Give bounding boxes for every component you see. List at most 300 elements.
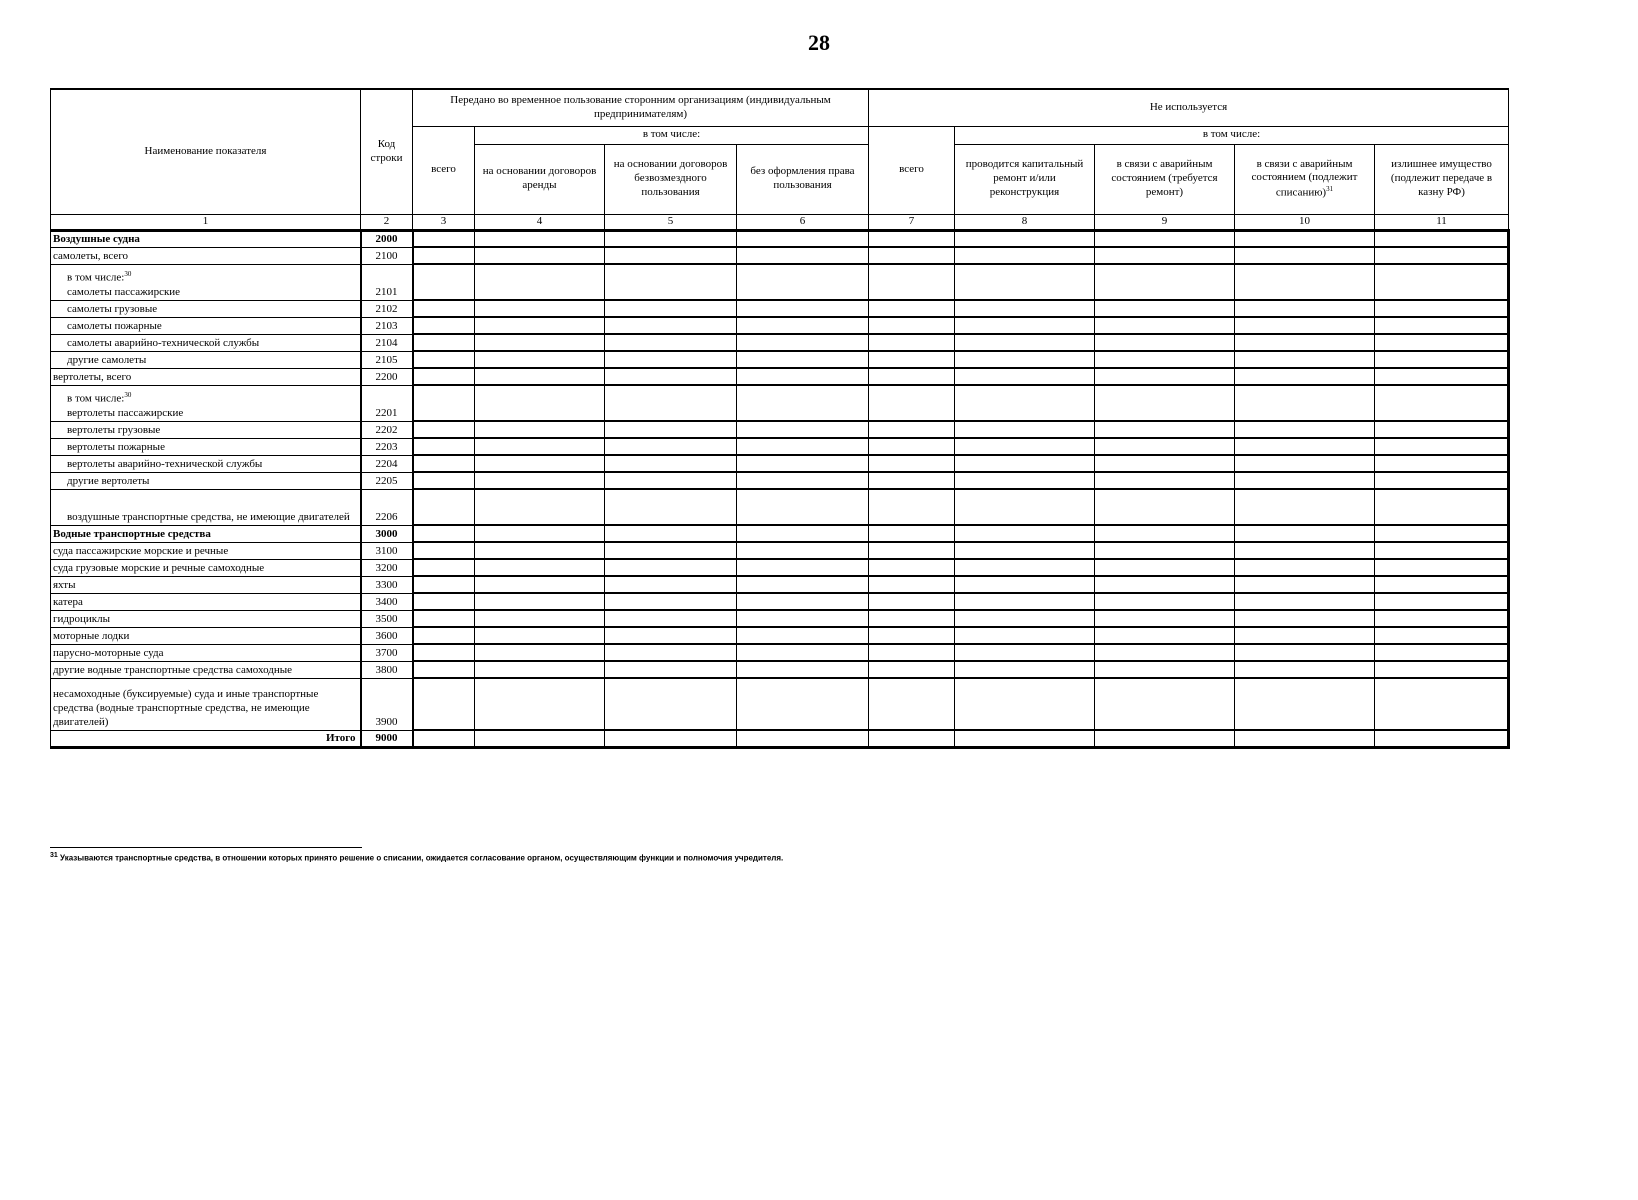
value-cell-col-8[interactable] bbox=[955, 421, 1095, 438]
value-cell-col-8[interactable] bbox=[955, 300, 1095, 317]
value-cell-col-10[interactable] bbox=[1235, 455, 1375, 472]
value-cell-col-5[interactable] bbox=[605, 610, 737, 627]
value-cell-col-11[interactable] bbox=[1375, 661, 1509, 678]
value-cell-col-5[interactable] bbox=[605, 334, 737, 351]
value-cell-col-8[interactable] bbox=[955, 661, 1095, 678]
value-cell-col-6[interactable] bbox=[737, 247, 869, 264]
value-cell-col-5[interactable] bbox=[605, 678, 737, 730]
value-cell-col-7[interactable] bbox=[869, 542, 955, 559]
value-cell-col-3[interactable] bbox=[413, 334, 475, 351]
row-name: другие вертолеты bbox=[51, 472, 361, 489]
row-name: суда пассажирские морские и речные bbox=[51, 542, 361, 559]
table-row bbox=[51, 438, 1509, 455]
footnote: $^{31}$ Указываются транспортные средства, в отношении которых принято решение о списании, ожидается согласование органом, осуществляющим функции и полномочия учредителя. bbox=[50, 852, 784, 863]
value-cell-col-6[interactable] bbox=[737, 489, 869, 525]
row-name: моторные лодки bbox=[51, 627, 361, 644]
value-cell-col-4[interactable] bbox=[475, 438, 605, 455]
value-cell-col-3[interactable] bbox=[413, 525, 475, 542]
value-cell-col-6[interactable] bbox=[737, 385, 869, 421]
value-cell-col-4[interactable] bbox=[475, 610, 605, 627]
value-cell-col-6[interactable] bbox=[737, 661, 869, 678]
value-cell-col-4[interactable] bbox=[475, 385, 605, 421]
value-cell-col-9[interactable] bbox=[1095, 438, 1235, 455]
value-cell-col-10[interactable] bbox=[1235, 678, 1375, 730]
value-cell-col-10[interactable] bbox=[1235, 644, 1375, 661]
value-cell-col-11[interactable] bbox=[1375, 455, 1509, 472]
value-cell-col-9[interactable] bbox=[1095, 525, 1235, 542]
value-cell-col-6[interactable] bbox=[737, 627, 869, 644]
value-cell-col-11[interactable] bbox=[1375, 317, 1509, 334]
value-cell-col-8[interactable] bbox=[955, 559, 1095, 576]
value-cell-col-3[interactable] bbox=[413, 455, 475, 472]
value-cell-col-7[interactable] bbox=[869, 593, 955, 610]
value-cell-col-3[interactable] bbox=[413, 610, 475, 627]
row-code: 3800 bbox=[361, 661, 413, 678]
value-cell-col-10[interactable] bbox=[1235, 300, 1375, 317]
row-code: 2201 bbox=[361, 385, 413, 421]
value-cell-col-9[interactable] bbox=[1095, 247, 1235, 264]
value-cell-col-9[interactable] bbox=[1095, 644, 1235, 661]
table-row bbox=[51, 368, 1509, 385]
header-including-2: в том числе: bbox=[955, 126, 1509, 144]
value-cell-col-3[interactable] bbox=[413, 385, 475, 421]
value-cell-col-11[interactable] bbox=[1375, 559, 1509, 576]
row-code: 2103 bbox=[361, 317, 413, 334]
value-cell-col-7[interactable] bbox=[869, 610, 955, 627]
value-cell-col-5[interactable] bbox=[605, 644, 737, 661]
value-cell-col-11[interactable] bbox=[1375, 247, 1509, 264]
value-cell-col-6[interactable] bbox=[737, 317, 869, 334]
value-cell-col-8[interactable] bbox=[955, 576, 1095, 593]
value-cell-col-9[interactable] bbox=[1095, 385, 1235, 421]
value-cell-col-11[interactable] bbox=[1375, 644, 1509, 661]
value-cell-col-4[interactable] bbox=[475, 300, 605, 317]
value-cell-col-8[interactable] bbox=[955, 678, 1095, 730]
value-cell-col-4[interactable] bbox=[475, 472, 605, 489]
value-cell-col-11[interactable] bbox=[1375, 489, 1509, 525]
value-cell-col-9[interactable] bbox=[1095, 230, 1235, 247]
value-cell-col-10[interactable] bbox=[1235, 334, 1375, 351]
value-cell-col-7[interactable] bbox=[869, 455, 955, 472]
value-cell-col-6[interactable] bbox=[737, 421, 869, 438]
value-cell-col-3[interactable] bbox=[413, 317, 475, 334]
value-cell-col-7[interactable] bbox=[869, 334, 955, 351]
value-cell-col-11[interactable] bbox=[1375, 264, 1509, 300]
row-code: 3100 bbox=[361, 542, 413, 559]
value-cell-col-3[interactable] bbox=[413, 730, 475, 747]
value-cell-col-9[interactable] bbox=[1095, 300, 1235, 317]
value-cell-col-6[interactable] bbox=[737, 559, 869, 576]
row-code: 3300 bbox=[361, 576, 413, 593]
header-c8: проводится капитальный ремонт и/или реконструкция bbox=[955, 144, 1095, 214]
column-number: 6 bbox=[737, 214, 869, 230]
value-cell-col-8[interactable] bbox=[955, 627, 1095, 644]
row-code: 3500 bbox=[361, 610, 413, 627]
value-cell-col-7[interactable] bbox=[869, 525, 955, 542]
value-cell-col-3[interactable] bbox=[413, 576, 475, 593]
table-row bbox=[51, 455, 1509, 472]
value-cell-col-3[interactable] bbox=[413, 351, 475, 368]
value-cell-col-3[interactable] bbox=[413, 421, 475, 438]
value-cell-col-7[interactable] bbox=[869, 576, 955, 593]
value-cell-col-7[interactable] bbox=[869, 385, 955, 421]
row-name: яхты bbox=[51, 576, 361, 593]
row-name: другие самолеты bbox=[51, 351, 361, 368]
header-group-unused: Не используется bbox=[869, 89, 1509, 126]
value-cell-col-7[interactable] bbox=[869, 489, 955, 525]
value-cell-col-11[interactable] bbox=[1375, 368, 1509, 385]
value-cell-col-9[interactable] bbox=[1095, 317, 1235, 334]
row-code: 2205 bbox=[361, 472, 413, 489]
row-name: Воздушные судна bbox=[51, 230, 361, 247]
value-cell-col-8[interactable] bbox=[955, 264, 1095, 300]
value-cell-col-8[interactable] bbox=[955, 334, 1095, 351]
value-cell-col-5[interactable] bbox=[605, 593, 737, 610]
value-cell-col-5[interactable] bbox=[605, 455, 737, 472]
value-cell-col-8[interactable] bbox=[955, 368, 1095, 385]
value-cell-col-6[interactable] bbox=[737, 678, 869, 730]
value-cell-col-8[interactable] bbox=[955, 610, 1095, 627]
row-code: 2000 bbox=[361, 230, 413, 247]
value-cell-col-4[interactable] bbox=[475, 230, 605, 247]
row-name: катера bbox=[51, 593, 361, 610]
value-cell-col-4[interactable] bbox=[475, 730, 605, 747]
value-cell-col-10[interactable] bbox=[1235, 661, 1375, 678]
row-code: 2202 bbox=[361, 421, 413, 438]
value-cell-col-7[interactable] bbox=[869, 351, 955, 368]
value-cell-col-6[interactable] bbox=[737, 610, 869, 627]
value-cell-col-10[interactable] bbox=[1235, 385, 1375, 421]
value-cell-col-7[interactable] bbox=[869, 644, 955, 661]
row-name: вертолеты пожарные bbox=[51, 438, 361, 455]
value-cell-col-11[interactable] bbox=[1375, 300, 1509, 317]
value-cell-col-3[interactable] bbox=[413, 644, 475, 661]
value-cell-col-8[interactable] bbox=[955, 542, 1095, 559]
value-cell-col-9[interactable] bbox=[1095, 627, 1235, 644]
value-cell-col-7[interactable] bbox=[869, 559, 955, 576]
value-cell-col-5[interactable] bbox=[605, 368, 737, 385]
table-row bbox=[51, 385, 1509, 421]
row-name: гидроциклы bbox=[51, 610, 361, 627]
value-cell-col-5[interactable] bbox=[605, 351, 737, 368]
value-cell-col-10[interactable] bbox=[1235, 542, 1375, 559]
value-cell-col-7[interactable] bbox=[869, 661, 955, 678]
value-cell-col-10[interactable] bbox=[1235, 627, 1375, 644]
value-cell-col-10[interactable] bbox=[1235, 730, 1375, 747]
value-cell-col-10[interactable] bbox=[1235, 593, 1375, 610]
footnote-divider bbox=[50, 847, 362, 848]
value-cell-col-3[interactable] bbox=[413, 627, 475, 644]
value-cell-col-8[interactable] bbox=[955, 593, 1095, 610]
value-cell-col-5[interactable] bbox=[605, 730, 737, 747]
value-cell-col-3[interactable] bbox=[413, 264, 475, 300]
value-cell-col-9[interactable] bbox=[1095, 576, 1235, 593]
value-cell-col-11[interactable] bbox=[1375, 351, 1509, 368]
value-cell-col-4[interactable] bbox=[475, 368, 605, 385]
value-cell-col-5[interactable] bbox=[605, 317, 737, 334]
row-name: Итого bbox=[51, 730, 361, 747]
table-row bbox=[51, 351, 1509, 368]
value-cell-col-4[interactable] bbox=[475, 334, 605, 351]
value-cell-col-4[interactable] bbox=[475, 317, 605, 334]
header-c4: на основании договоров аренды bbox=[475, 144, 605, 214]
value-cell-col-6[interactable] bbox=[737, 472, 869, 489]
value-cell-col-11[interactable] bbox=[1375, 385, 1509, 421]
value-cell-col-6[interactable] bbox=[737, 576, 869, 593]
table-row bbox=[51, 730, 1509, 747]
row-name: самолеты, всего bbox=[51, 247, 361, 264]
value-cell-col-6[interactable] bbox=[737, 264, 869, 300]
row-code: 2101 bbox=[361, 264, 413, 300]
table-row bbox=[51, 489, 1509, 525]
value-cell-col-11[interactable] bbox=[1375, 472, 1509, 489]
row-prefix: в том числе:$^{30}$ bbox=[67, 270, 132, 284]
value-cell-col-4[interactable] bbox=[475, 661, 605, 678]
value-cell-col-9[interactable] bbox=[1095, 351, 1235, 368]
column-number: 7 bbox=[869, 214, 955, 230]
value-cell-col-10[interactable] bbox=[1235, 559, 1375, 576]
value-cell-col-10[interactable] bbox=[1235, 230, 1375, 247]
value-cell-col-4[interactable] bbox=[475, 627, 605, 644]
row-prefix: в том числе:$^{30}$ bbox=[67, 391, 132, 405]
table-row bbox=[51, 317, 1509, 334]
value-cell-col-6[interactable] bbox=[737, 230, 869, 247]
value-cell-col-3[interactable] bbox=[413, 472, 475, 489]
value-cell-col-9[interactable] bbox=[1095, 421, 1235, 438]
value-cell-col-6[interactable] bbox=[737, 351, 869, 368]
value-cell-col-3[interactable] bbox=[413, 678, 475, 730]
value-cell-col-9[interactable] bbox=[1095, 593, 1235, 610]
value-cell-col-11[interactable] bbox=[1375, 438, 1509, 455]
value-cell-col-8[interactable] bbox=[955, 472, 1095, 489]
value-cell-col-3[interactable] bbox=[413, 247, 475, 264]
column-number: 10 bbox=[1235, 214, 1375, 230]
row-code: 2200 bbox=[361, 368, 413, 385]
value-cell-col-3[interactable] bbox=[413, 489, 475, 525]
column-number: 5 bbox=[605, 214, 737, 230]
row-code: 2105 bbox=[361, 351, 413, 368]
value-cell-col-7[interactable] bbox=[869, 230, 955, 247]
table-row bbox=[51, 678, 1509, 730]
value-cell-col-8[interactable] bbox=[955, 385, 1095, 421]
value-cell-col-3[interactable] bbox=[413, 230, 475, 247]
value-cell-col-9[interactable] bbox=[1095, 334, 1235, 351]
value-cell-col-6[interactable] bbox=[737, 525, 869, 542]
value-cell-col-7[interactable] bbox=[869, 438, 955, 455]
value-cell-col-5[interactable] bbox=[605, 559, 737, 576]
value-cell-col-3[interactable] bbox=[413, 559, 475, 576]
value-cell-col-8[interactable] bbox=[955, 525, 1095, 542]
header-c6: без оформления права пользования bbox=[737, 144, 869, 214]
value-cell-col-3[interactable] bbox=[413, 542, 475, 559]
value-cell-col-9[interactable] bbox=[1095, 368, 1235, 385]
value-cell-col-3[interactable] bbox=[413, 300, 475, 317]
value-cell-col-6[interactable] bbox=[737, 542, 869, 559]
value-cell-col-5[interactable] bbox=[605, 438, 737, 455]
value-cell-col-9[interactable] bbox=[1095, 661, 1235, 678]
value-cell-col-7[interactable] bbox=[869, 300, 955, 317]
value-cell-col-8[interactable] bbox=[955, 317, 1095, 334]
column-number: 4 bbox=[475, 214, 605, 230]
table-row bbox=[51, 593, 1509, 610]
value-cell-col-8[interactable] bbox=[955, 455, 1095, 472]
table-body bbox=[51, 230, 1509, 747]
value-cell-col-6[interactable] bbox=[737, 593, 869, 610]
value-cell-col-7[interactable] bbox=[869, 472, 955, 489]
header-c11: излишнее имущество (подлежит передаче в казну РФ) bbox=[1375, 144, 1509, 214]
page-number: 28 bbox=[808, 30, 830, 55]
value-cell-col-7[interactable] bbox=[869, 627, 955, 644]
value-cell-col-5[interactable] bbox=[605, 489, 737, 525]
row-name: воздушные транспортные средства, не имеющие двигателей bbox=[51, 489, 361, 525]
value-cell-col-11[interactable] bbox=[1375, 610, 1509, 627]
value-cell-col-4[interactable] bbox=[475, 678, 605, 730]
table-row bbox=[51, 559, 1509, 576]
value-cell-col-11[interactable] bbox=[1375, 627, 1509, 644]
value-cell-col-6[interactable] bbox=[737, 368, 869, 385]
row-name: парусно-моторные суда bbox=[51, 644, 361, 661]
value-cell-col-4[interactable] bbox=[475, 593, 605, 610]
value-cell-col-8[interactable] bbox=[955, 644, 1095, 661]
value-cell-col-11[interactable] bbox=[1375, 542, 1509, 559]
value-cell-col-6[interactable] bbox=[737, 300, 869, 317]
value-cell-col-9[interactable] bbox=[1095, 610, 1235, 627]
row-code: 3000 bbox=[361, 525, 413, 542]
value-cell-col-9[interactable] bbox=[1095, 472, 1235, 489]
value-cell-col-6[interactable] bbox=[737, 334, 869, 351]
value-cell-col-4[interactable] bbox=[475, 247, 605, 264]
value-cell-col-5[interactable] bbox=[605, 661, 737, 678]
value-cell-col-5[interactable] bbox=[605, 525, 737, 542]
value-cell-col-6[interactable] bbox=[737, 438, 869, 455]
value-cell-col-11[interactable] bbox=[1375, 334, 1509, 351]
value-cell-col-5[interactable] bbox=[605, 230, 737, 247]
header-including-1: в том числе: bbox=[475, 126, 869, 144]
value-cell-col-11[interactable] bbox=[1375, 421, 1509, 438]
value-cell-col-10[interactable] bbox=[1235, 264, 1375, 300]
value-cell-col-10[interactable] bbox=[1235, 610, 1375, 627]
value-cell-col-7[interactable] bbox=[869, 317, 955, 334]
value-cell-col-10[interactable] bbox=[1235, 368, 1375, 385]
value-cell-col-11[interactable] bbox=[1375, 576, 1509, 593]
value-cell-col-8[interactable] bbox=[955, 489, 1095, 525]
value-cell-col-4[interactable] bbox=[475, 421, 605, 438]
value-cell-col-7[interactable] bbox=[869, 264, 955, 300]
value-cell-col-4[interactable] bbox=[475, 542, 605, 559]
value-cell-col-10[interactable] bbox=[1235, 576, 1375, 593]
value-cell-col-9[interactable] bbox=[1095, 489, 1235, 525]
table-row bbox=[51, 542, 1509, 559]
value-cell-col-9[interactable] bbox=[1095, 455, 1235, 472]
value-cell-col-11[interactable] bbox=[1375, 593, 1509, 610]
column-number: 9 bbox=[1095, 214, 1235, 230]
value-cell-col-4[interactable] bbox=[475, 264, 605, 300]
value-cell-col-7[interactable] bbox=[869, 421, 955, 438]
table-row bbox=[51, 610, 1509, 627]
value-cell-col-7[interactable] bbox=[869, 368, 955, 385]
row-name: в том числе:$^{30}$ вертолеты пассажирские bbox=[51, 385, 361, 421]
value-cell-col-10[interactable] bbox=[1235, 438, 1375, 455]
value-cell-col-4[interactable] bbox=[475, 559, 605, 576]
value-cell-col-10[interactable] bbox=[1235, 317, 1375, 334]
value-cell-col-10[interactable] bbox=[1235, 421, 1375, 438]
value-cell-col-6[interactable] bbox=[737, 455, 869, 472]
value-cell-col-4[interactable] bbox=[475, 525, 605, 542]
value-cell-col-5[interactable] bbox=[605, 627, 737, 644]
table-row bbox=[51, 644, 1509, 661]
value-cell-col-7[interactable] bbox=[869, 678, 955, 730]
row-name: вертолеты, всего bbox=[51, 368, 361, 385]
table-row bbox=[51, 230, 1509, 247]
value-cell-col-8[interactable] bbox=[955, 247, 1095, 264]
value-cell-col-10[interactable] bbox=[1235, 472, 1375, 489]
header-c3: всего bbox=[413, 126, 475, 214]
value-cell-col-5[interactable] bbox=[605, 264, 737, 300]
row-code: 2104 bbox=[361, 334, 413, 351]
value-cell-col-4[interactable] bbox=[475, 351, 605, 368]
value-cell-col-9[interactable] bbox=[1095, 678, 1235, 730]
value-cell-col-9[interactable] bbox=[1095, 542, 1235, 559]
value-cell-col-5[interactable] bbox=[605, 472, 737, 489]
value-cell-col-10[interactable] bbox=[1235, 351, 1375, 368]
row-code: 2102 bbox=[361, 300, 413, 317]
value-cell-col-10[interactable] bbox=[1235, 247, 1375, 264]
value-cell-col-11[interactable] bbox=[1375, 230, 1509, 247]
value-cell-col-11[interactable] bbox=[1375, 525, 1509, 542]
value-cell-col-8[interactable] bbox=[955, 438, 1095, 455]
value-cell-col-4[interactable] bbox=[475, 489, 605, 525]
value-cell-col-5[interactable] bbox=[605, 300, 737, 317]
value-cell-col-3[interactable] bbox=[413, 368, 475, 385]
value-cell-col-7[interactable] bbox=[869, 247, 955, 264]
value-cell-col-6[interactable] bbox=[737, 644, 869, 661]
header-c10: в связи с аварийным состоянием (подлежит списанию)$^{31}$ bbox=[1235, 144, 1375, 214]
value-cell-col-7[interactable] bbox=[869, 730, 955, 747]
row-code: 3700 bbox=[361, 644, 413, 661]
header-group-transferred: Передано во временное пользование сторонним организациям (индивидуальным предпринимателям) bbox=[413, 89, 869, 126]
value-cell-col-3[interactable] bbox=[413, 438, 475, 455]
value-cell-col-4[interactable] bbox=[475, 644, 605, 661]
table-row bbox=[51, 264, 1509, 300]
value-cell-col-5[interactable] bbox=[605, 576, 737, 593]
value-cell-col-3[interactable] bbox=[413, 661, 475, 678]
value-cell-col-8[interactable] bbox=[955, 351, 1095, 368]
value-cell-col-9[interactable] bbox=[1095, 730, 1235, 747]
value-cell-col-9[interactable] bbox=[1095, 559, 1235, 576]
value-cell-col-4[interactable] bbox=[475, 576, 605, 593]
value-cell-col-10[interactable] bbox=[1235, 489, 1375, 525]
value-cell-col-10[interactable] bbox=[1235, 525, 1375, 542]
value-cell-col-5[interactable] bbox=[605, 247, 737, 264]
row-name: самолеты пожарные bbox=[51, 317, 361, 334]
header-c9: в связи с аварийным состоянием (требуется ремонт) bbox=[1095, 144, 1235, 214]
value-cell-col-4[interactable] bbox=[475, 455, 605, 472]
value-cell-col-11[interactable] bbox=[1375, 678, 1509, 730]
column-number: 11 bbox=[1375, 214, 1509, 230]
header-c7: всего bbox=[869, 126, 955, 214]
table-row bbox=[51, 247, 1509, 264]
value-cell-col-3[interactable] bbox=[413, 593, 475, 610]
value-cell-col-5[interactable] bbox=[605, 385, 737, 421]
value-cell-col-8[interactable] bbox=[955, 730, 1095, 747]
value-cell-col-11[interactable] bbox=[1375, 730, 1509, 747]
value-cell-col-6[interactable] bbox=[737, 730, 869, 747]
row-code: 9000 bbox=[361, 730, 413, 747]
value-cell-col-9[interactable] bbox=[1095, 264, 1235, 300]
value-cell-col-5[interactable] bbox=[605, 421, 737, 438]
value-cell-col-5[interactable] bbox=[605, 542, 737, 559]
value-cell-col-8[interactable] bbox=[955, 230, 1095, 247]
